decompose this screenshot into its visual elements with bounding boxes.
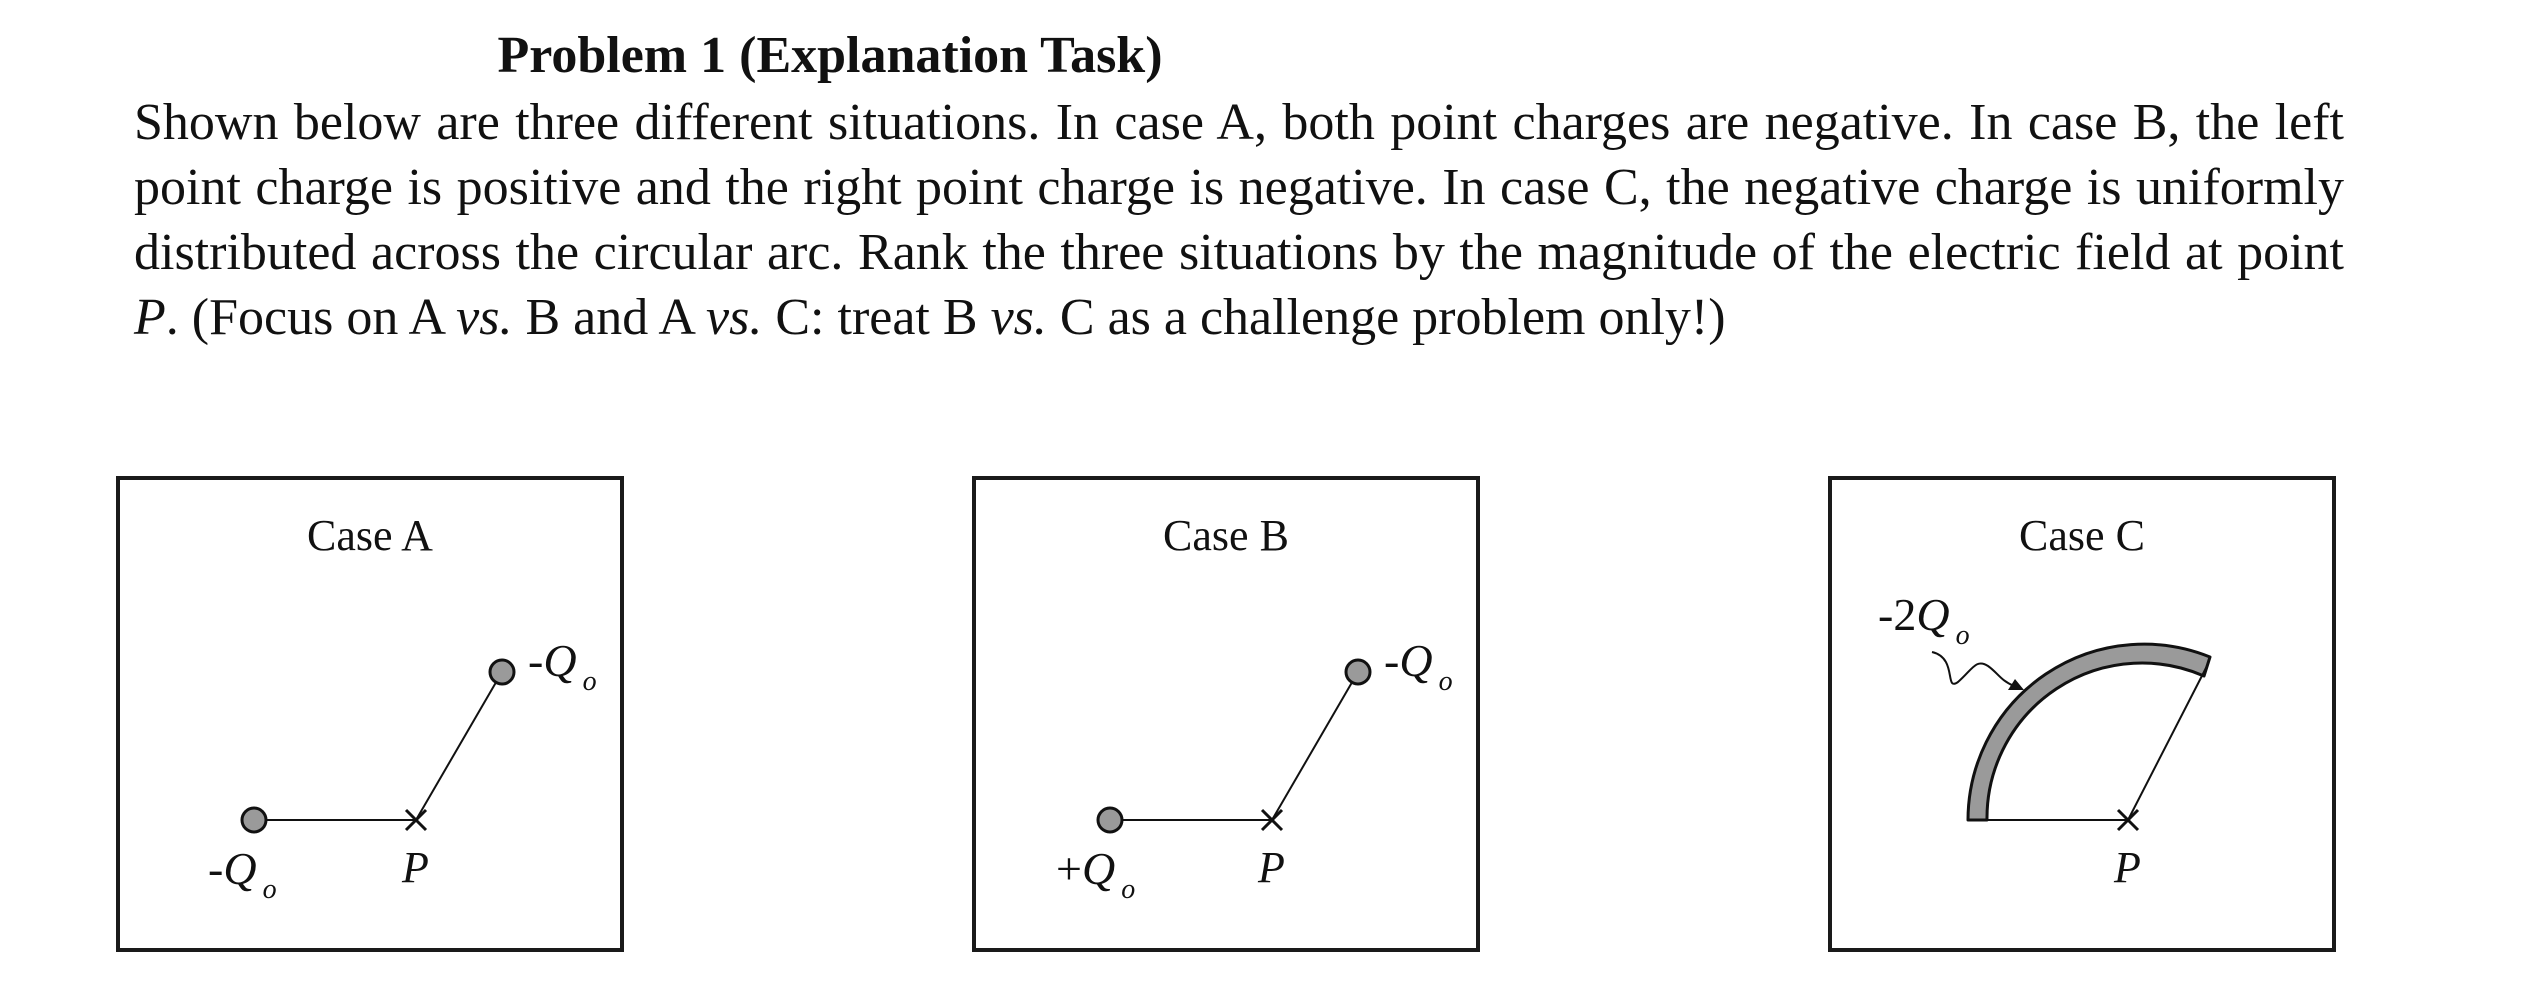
case-b-right-charge-label: -Q $_o$ — [1384, 635, 1453, 697]
case-a-diagram — [120, 480, 620, 948]
statement-text-1: Shown below are three different situations. In case A, both point charges are negative. In case B, the left point charge is positive and the right point charge is negative. In case C, the negative charge is uniformly distributed across the circular arc. Rank the three situations by the magnitude of the electric field at point — [134, 94, 2344, 281]
statement-text-2: . (Focus on A — [165, 289, 457, 346]
case-a-diagonal-line — [416, 672, 502, 820]
case-b-diagonal-line — [1272, 672, 1358, 820]
case-a-right-charge — [490, 660, 514, 684]
case-a-right-charge-label: -Q $_o$ — [528, 635, 597, 697]
case-b-right-charge — [1346, 660, 1370, 684]
statement-text-5: C as a challenge problem only!) — [1046, 289, 1726, 346]
problem-title: Problem 1 (Explanation Task) — [497, 27, 1163, 84]
case-b-left-charge — [1098, 808, 1122, 832]
case-a-point-p-label: P — [402, 843, 429, 892]
statement-text-3: B and A — [512, 289, 707, 346]
problem-statement — [134, 90, 2344, 350]
statement-vs-2: vs. — [706, 289, 763, 346]
case-c-title: Case C — [2019, 511, 2145, 560]
case-c-diagram — [1832, 480, 2332, 948]
statement-point-variable: P — [134, 289, 166, 346]
statement-text-4: C: treat B — [762, 289, 991, 346]
case-a-title: Case A — [307, 511, 433, 560]
case-a-panel — [116, 476, 624, 952]
case-a-left-charge — [242, 808, 266, 832]
case-b-point-p-label: P — [1258, 843, 1285, 892]
case-c-diagonal-line — [2128, 666, 2207, 820]
case-c-arc-charge-label: -2Q $_o$ — [1878, 589, 1970, 651]
statement-vs-3: vs. — [990, 289, 1047, 346]
case-b-diagram — [976, 480, 1476, 948]
case-c-point-p-label: P — [2114, 843, 2141, 892]
case-a-left-charge-label: -Q $_o$ — [208, 843, 277, 905]
case-c-panel — [1828, 476, 2336, 952]
case-b-panel — [972, 476, 1480, 952]
statement-vs-1: vs. — [456, 289, 513, 346]
case-b-left-charge-label: +Q $_o$ — [1056, 843, 1136, 905]
case-c-pointer-line — [1932, 652, 2014, 686]
case-b-title: Case B — [1163, 511, 1289, 560]
